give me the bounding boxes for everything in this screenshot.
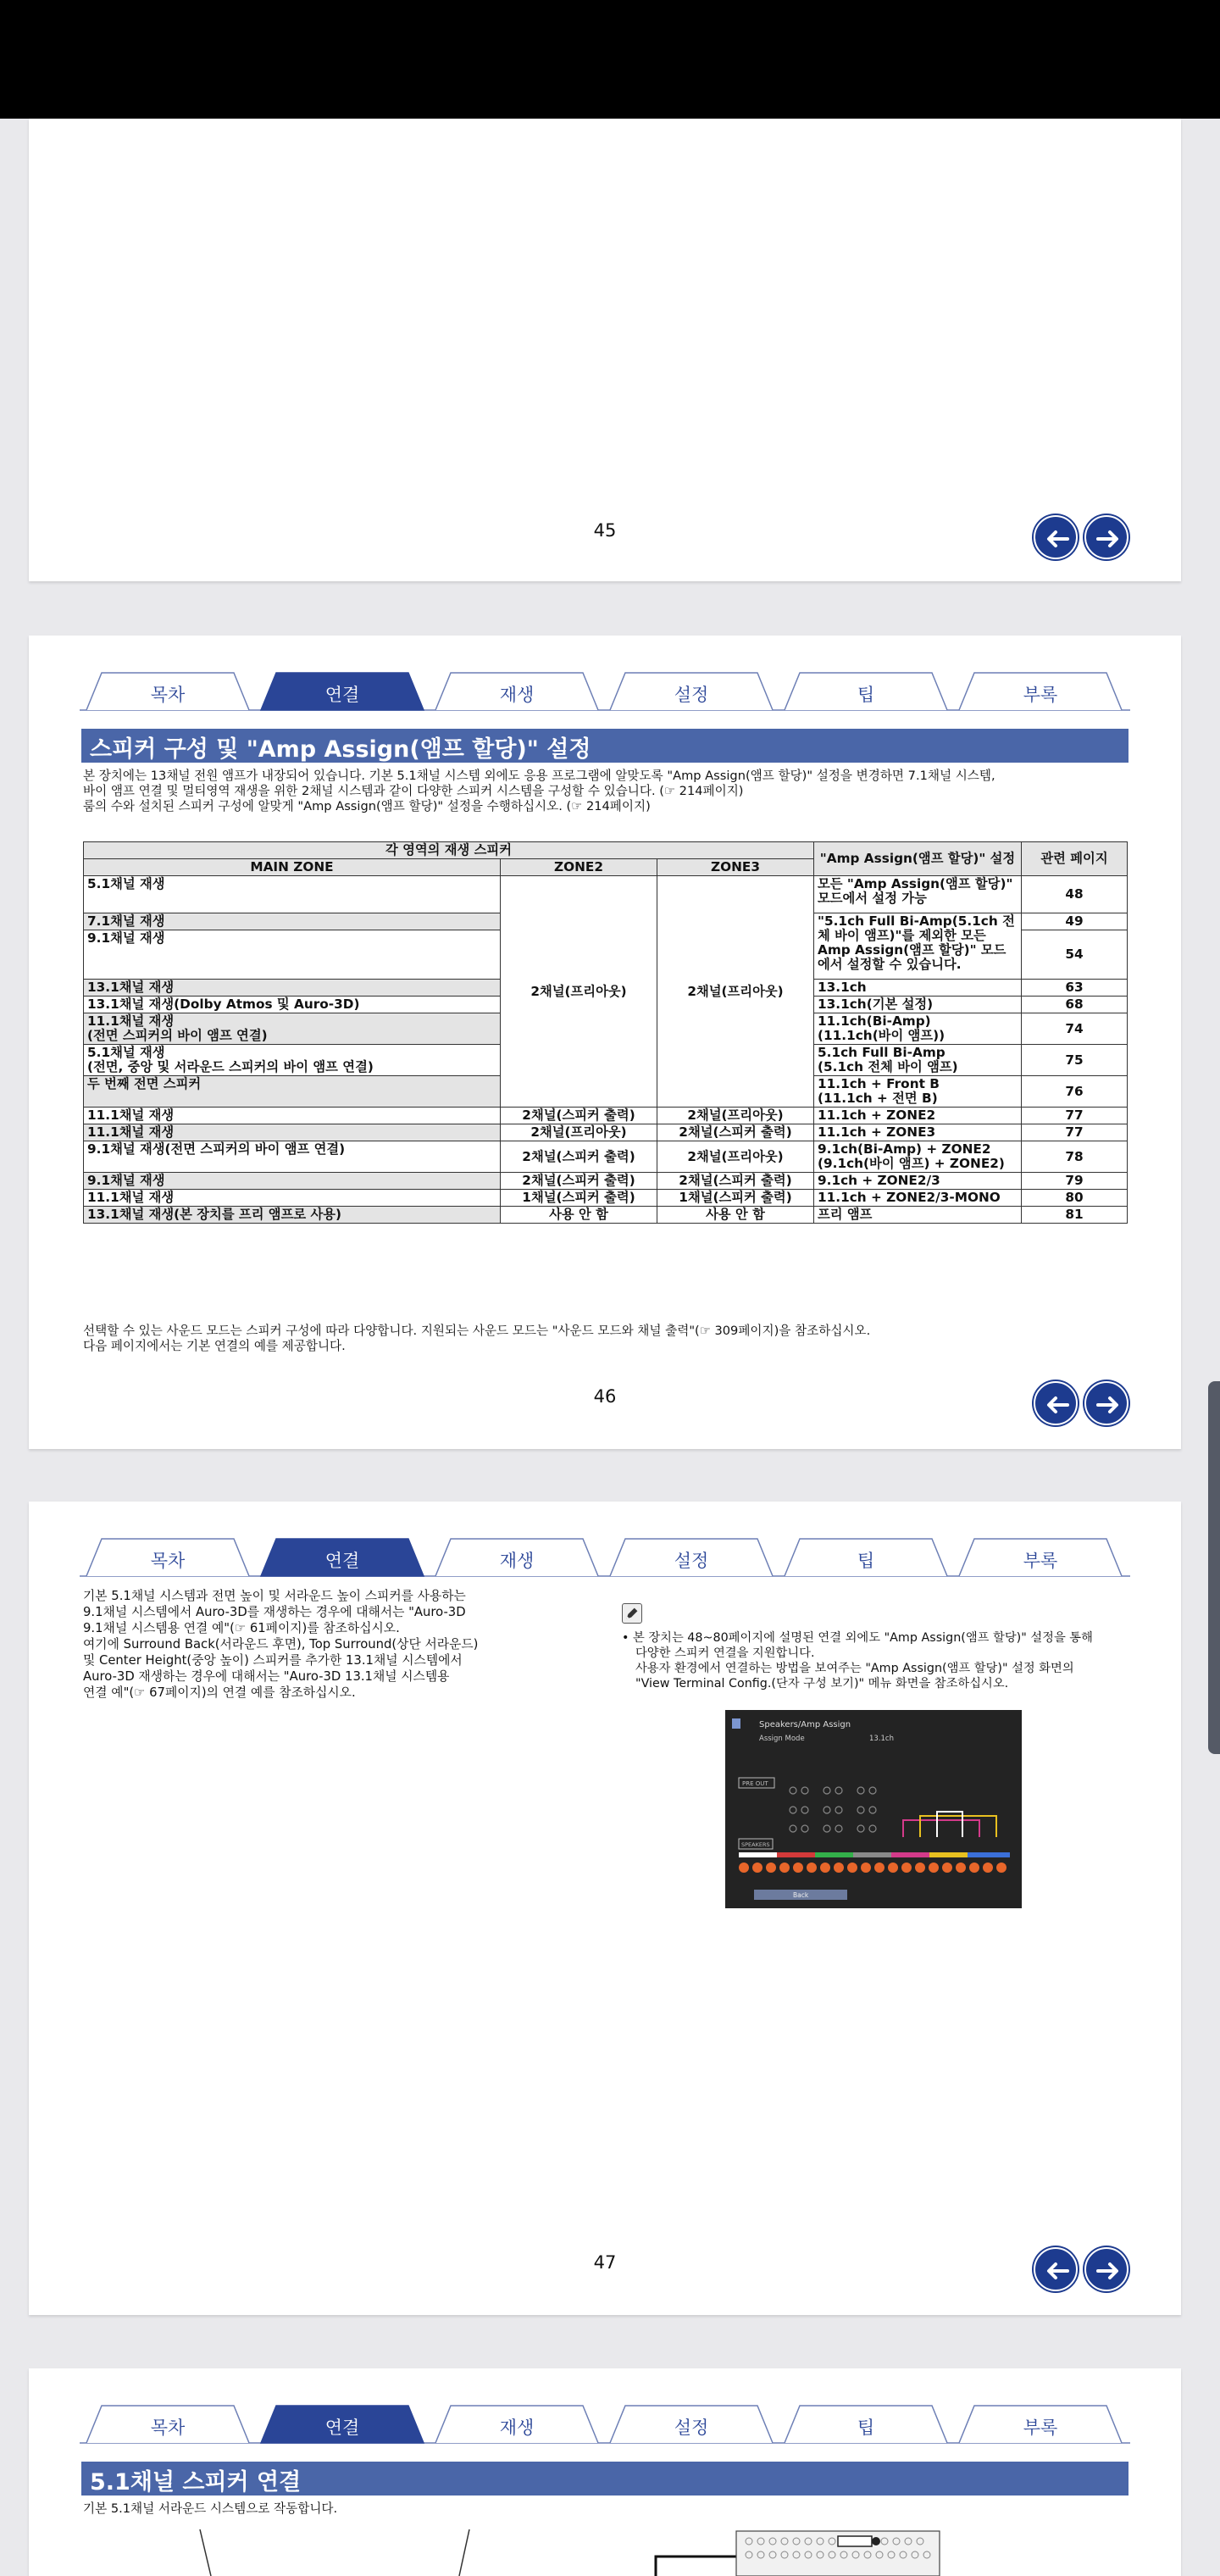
arrow-left-icon	[1042, 524, 1073, 554]
arrow-left-icon	[1042, 1390, 1073, 1420]
table-header-setting: "Amp Assign(앰프 할당)" 설정	[814, 842, 1022, 876]
note-line-2: 다양한 스피커 연결을 지원합니다.	[635, 1646, 815, 1660]
tab-tips[interactable]: 팁	[857, 2418, 875, 2438]
left-line-5: 및 Center Height(중앙 높이) 스피커를 추가한 13.1채널 시스템에서	[83, 1653, 463, 1668]
page-45	[29, 119, 1181, 581]
screen-title: Speakers/Amp Assign	[759, 1720, 851, 1729]
table-cell-page: 80	[1022, 1190, 1128, 1207]
page-nav	[1034, 2247, 1130, 2290]
table-cell-setting-merged-a: 모든 "Amp Assign(앰프 할당)" 모드에서 설정 가능	[814, 876, 1022, 913]
table-cell-setting: 프리 앰프	[814, 1207, 1022, 1224]
screen-mode-label: Assign Mode	[759, 1735, 805, 1743]
table-cell-setting: 13.1ch(기본 설정)	[814, 997, 1022, 1013]
table-header-zone3: ZONE3	[657, 859, 814, 876]
table-cell-setting: 9.1ch + ZONE2/3	[814, 1173, 1022, 1190]
screen-back-label: Back	[793, 1891, 809, 1899]
table-cell-main: 11.1채널 재생	[84, 1108, 501, 1124]
table-cell-page: 77	[1022, 1124, 1128, 1141]
page-number: 45	[593, 520, 617, 541]
table-cell-page: 79	[1022, 1173, 1128, 1190]
tab-appendix[interactable]: 부록	[1023, 1551, 1058, 1571]
speaker-config-table	[83, 841, 1128, 1224]
tab-connections[interactable]: 연결	[324, 685, 360, 705]
tab-settings[interactable]: 설정	[674, 685, 709, 705]
left-line-7: 연결 예"(☞ 67페이지)의 연결 예를 참조하십시오.	[83, 1685, 356, 1700]
amp-assign-screen-image	[725, 1710, 1022, 1908]
intro-line-3: 룸의 수와 설치된 스피커 구성에 알맞게 "Amp Assign(앰프 할당)" 설정을 수행하십시오. (☞ 214페이지)	[83, 799, 651, 813]
table-cell-main: 5.1채널 재생 (전면, 중앙 및 서라운드 스피커의 바이 앰프 연결)	[84, 1045, 501, 1076]
tab-settings[interactable]: 설정	[674, 1551, 709, 1571]
table-cell-page: 48	[1022, 876, 1128, 913]
table-cell-setting: 11.1ch(Bi-Amp) (11.1ch(바이 앰프))	[814, 1013, 1022, 1045]
note-line-4: "View Terminal Config.(단자 구성 보기)" 메뉴 화면을 참조하십시오.	[635, 1677, 1009, 1690]
table-cell-zone3: 사용 안 함	[657, 1207, 814, 1224]
table-group-header: 각 영역의 재생 스피커	[84, 842, 814, 859]
table-cell-setting: 11.1ch + ZONE3	[814, 1124, 1022, 1141]
table-header-main-zone: MAIN ZONE	[84, 859, 501, 876]
table-cell-main: 9.1채널 재생	[84, 1173, 501, 1190]
table-cell-page: 63	[1022, 980, 1128, 997]
table-cell-page: 75	[1022, 1045, 1128, 1076]
pencil-note-icon	[622, 1603, 642, 1624]
tab-tips[interactable]: 팁	[857, 685, 875, 705]
next-page-button[interactable]	[1084, 515, 1128, 559]
table-cell-zone2: 1채널(스피커 출력)	[501, 1190, 657, 1207]
table-cell-main: 9.1채널 재생(전면 스피커의 바이 앰프 연결)	[84, 1141, 501, 1173]
table-cell-setting: 11.1ch + ZONE2/3-MONO	[814, 1190, 1022, 1207]
tab-playback[interactable]: 재생	[499, 2418, 535, 2438]
arrow-right-icon	[1093, 524, 1123, 554]
table-cell-main: 5.1채널 재생	[84, 876, 501, 913]
section-heading: 스피커 구성 및 "Amp Assign(앰프 할당)" 설정	[81, 729, 1128, 763]
page-48	[29, 2368, 1181, 2576]
next-page-button[interactable]	[1084, 1381, 1128, 1425]
left-line-6: Auro-3D 재생하는 경우에 대해서는 "Auro-3D 13.1채널 시스템용	[83, 1669, 450, 1684]
table-cell-setting: 9.1ch(Bi-Amp) + ZONE2 (9.1ch(바이 앰프) + ZONE2)	[814, 1141, 1022, 1173]
page-nav	[1034, 1381, 1130, 1424]
tab-appendix[interactable]: 부록	[1023, 685, 1058, 705]
left-column-text	[83, 1588, 591, 1701]
page-47	[29, 1502, 1181, 2315]
tab-bar	[80, 669, 1130, 712]
footer-line-2: 다음 페이지에서는 기본 연결의 예를 제공합니다.	[83, 1339, 346, 1353]
table-cell-zone3: 2채널(스피커 출력)	[657, 1124, 814, 1141]
page-number: 47	[593, 2252, 617, 2273]
intro-line-2: 바이 앰프 연결 및 멀티영역 재생을 위한 2채널 시스템과 같이 다양한 스피커 시스템을 구성할 수 있습니다. (☞ 214페이지)	[83, 784, 744, 798]
previous-page-button[interactable]	[1034, 2247, 1078, 2291]
previous-page-button[interactable]	[1034, 515, 1078, 559]
table-cell-main: 13.1채널 재생(본 장치를 프리 앰프로 사용)	[84, 1207, 501, 1224]
table-cell-zone2-merged: 2채널(프리아웃)	[501, 876, 657, 1108]
table-cell-zone3: 2채널(프리아웃)	[657, 1108, 814, 1124]
tab-connections[interactable]: 연결	[324, 1551, 360, 1571]
table-cell-main: 11.1채널 재생	[84, 1124, 501, 1141]
table-cell-zone3: 2채널(스피커 출력)	[657, 1173, 814, 1190]
arrow-left-icon	[1042, 2256, 1073, 2286]
table-cell-zone3: 1채널(스피커 출력)	[657, 1190, 814, 1207]
scroll-handle[interactable]	[1208, 1381, 1220, 1754]
table-cell-page: 76	[1022, 1076, 1128, 1108]
table-cell-setting: 11.1ch + Front B (11.1ch + 전면 B)	[814, 1076, 1022, 1108]
table-cell-main: 11.1채널 재생	[84, 1190, 501, 1207]
note-line-1: • 본 장치는 48~80페이지에 설명된 연결 외에도 "Amp Assign(앰프 할당)" 설정을 통해	[622, 1631, 1093, 1645]
table-cell-page: 74	[1022, 1013, 1128, 1045]
table-cell-zone2: 2채널(스피커 출력)	[501, 1173, 657, 1190]
table-cell-zone3-merged: 2채널(프리아웃)	[657, 876, 814, 1108]
table-cell-zone3: 2채널(프리아웃)	[657, 1141, 814, 1173]
table-cell-page: 49	[1022, 913, 1128, 930]
page-number: 46	[593, 1386, 617, 1407]
table-header-zone2: ZONE2	[501, 859, 657, 876]
footer-line-1: 선택할 수 있는 사운드 모드는 스피커 구성에 따라 다양합니다. 지원되는 사운드 모드는 "사운드 모드와 채널 출력"(☞ 309페이지)을 참조하십시오.	[83, 1324, 871, 1338]
table-cell-setting-merged-b: "5.1ch Full Bi-Amp(5.1ch 전체 바이 앰프)"를 제외한 모든 Amp Assign(앰프 할당)" 모드에서 설정할 수 있습니다.	[814, 913, 1022, 980]
table-cell-main: 9.1채널 재생	[84, 930, 501, 980]
section-heading: 5.1채널 스피커 연결	[81, 2462, 1128, 2496]
tab-bar	[80, 2402, 1130, 2445]
table-cell-setting: 11.1ch + ZONE2	[814, 1108, 1022, 1124]
left-line-1: 기본 5.1채널 시스템과 전면 높이 및 서라운드 높이 스피커를 사용하는	[83, 1589, 466, 1603]
note-text	[622, 1630, 1130, 1691]
table-cell-page: 81	[1022, 1207, 1128, 1224]
tab-contents[interactable]: 목차	[150, 2418, 186, 2438]
table-cell-zone2: 2채널(스피커 출력)	[501, 1108, 657, 1124]
next-page-button[interactable]	[1084, 2247, 1128, 2291]
top-bar	[0, 0, 1220, 119]
table-cell-main: 11.1채널 재생 (전면 스피커의 바이 앰프 연결)	[84, 1013, 501, 1045]
table-cell-page: 54	[1022, 930, 1128, 980]
tab-bar	[80, 1535, 1130, 1578]
table-header-page: 관련 페이지	[1022, 842, 1128, 876]
tab-playback[interactable]: 재생	[499, 1551, 535, 1571]
left-line-3: 9.1채널 시스템용 연결 예"(☞ 61페이지)를 참조하십시오.	[83, 1621, 400, 1635]
screen-speakers-label: SPEAKERS	[741, 1841, 770, 1848]
screen-preout-label: PRE OUT	[742, 1780, 768, 1787]
intro-text: 기본 5.1채널 서라운드 시스템으로 작동합니다.	[83, 2501, 338, 2516]
arrow-right-icon	[1093, 2256, 1123, 2286]
note-line-3: 사용자 환경에서 연결하는 방법을 보여주는 "Amp Assign(앰프 할당)" 설정 화면의	[635, 1662, 1074, 1675]
table-cell-setting: 13.1ch	[814, 980, 1022, 997]
arrow-right-icon	[1093, 1390, 1123, 1420]
intro-text	[83, 769, 1134, 814]
tab-appendix[interactable]: 부록	[1023, 2418, 1058, 2438]
table-cell-page: 78	[1022, 1141, 1128, 1173]
tab-tips[interactable]: 팁	[857, 1551, 875, 1571]
footer-text	[83, 1324, 1134, 1354]
table-cell-main: 13.1채널 재생(Dolby Atmos 및 Auro-3D)	[84, 997, 501, 1013]
tab-connections[interactable]: 연결	[324, 2418, 360, 2438]
table-cell-page: 77	[1022, 1108, 1128, 1124]
table-cell-zone2: 사용 안 함	[501, 1207, 657, 1224]
tab-settings[interactable]: 설정	[674, 2418, 709, 2438]
tab-playback[interactable]: 재생	[499, 685, 535, 705]
left-line-2: 9.1채널 시스템에서 Auro-3D를 재생하는 경우에 대해서는 "Auro-3D	[83, 1605, 466, 1619]
table-cell-zone2: 2채널(스피커 출력)	[501, 1141, 657, 1173]
tab-contents[interactable]: 목차	[150, 685, 186, 705]
table-cell-main: 13.1채널 재생	[84, 980, 501, 997]
screen-mode-value: 13.1ch	[869, 1735, 894, 1743]
previous-page-button[interactable]	[1034, 1381, 1078, 1425]
left-line-4: 여기에 Surround Back(서라운드 후면), Top Surround(상단 서라운드)	[83, 1637, 479, 1652]
connection-diagram-partial	[29, 2529, 1181, 2576]
page-46	[29, 636, 1181, 1449]
table-cell-page: 68	[1022, 997, 1128, 1013]
page-nav	[1034, 515, 1130, 558]
table-cell-main: 두 번째 전면 스피커	[84, 1076, 501, 1108]
tab-contents[interactable]: 목차	[150, 1551, 186, 1571]
table-cell-main: 7.1채널 재생	[84, 913, 501, 930]
intro-line-1: 본 장치에는 13채널 전원 앰프가 내장되어 있습니다. 기본 5.1채널 시스템 외에도 응용 프로그램에 알맞도록 "Amp Assign(앰프 할당)" 설정을 변경하면 7.1채널 시스템,	[83, 769, 995, 783]
table-cell-zone2: 2채널(프리아웃)	[501, 1124, 657, 1141]
table-cell-setting: 5.1ch Full Bi-Amp (5.1ch 전체 바이 앰프)	[814, 1045, 1022, 1076]
